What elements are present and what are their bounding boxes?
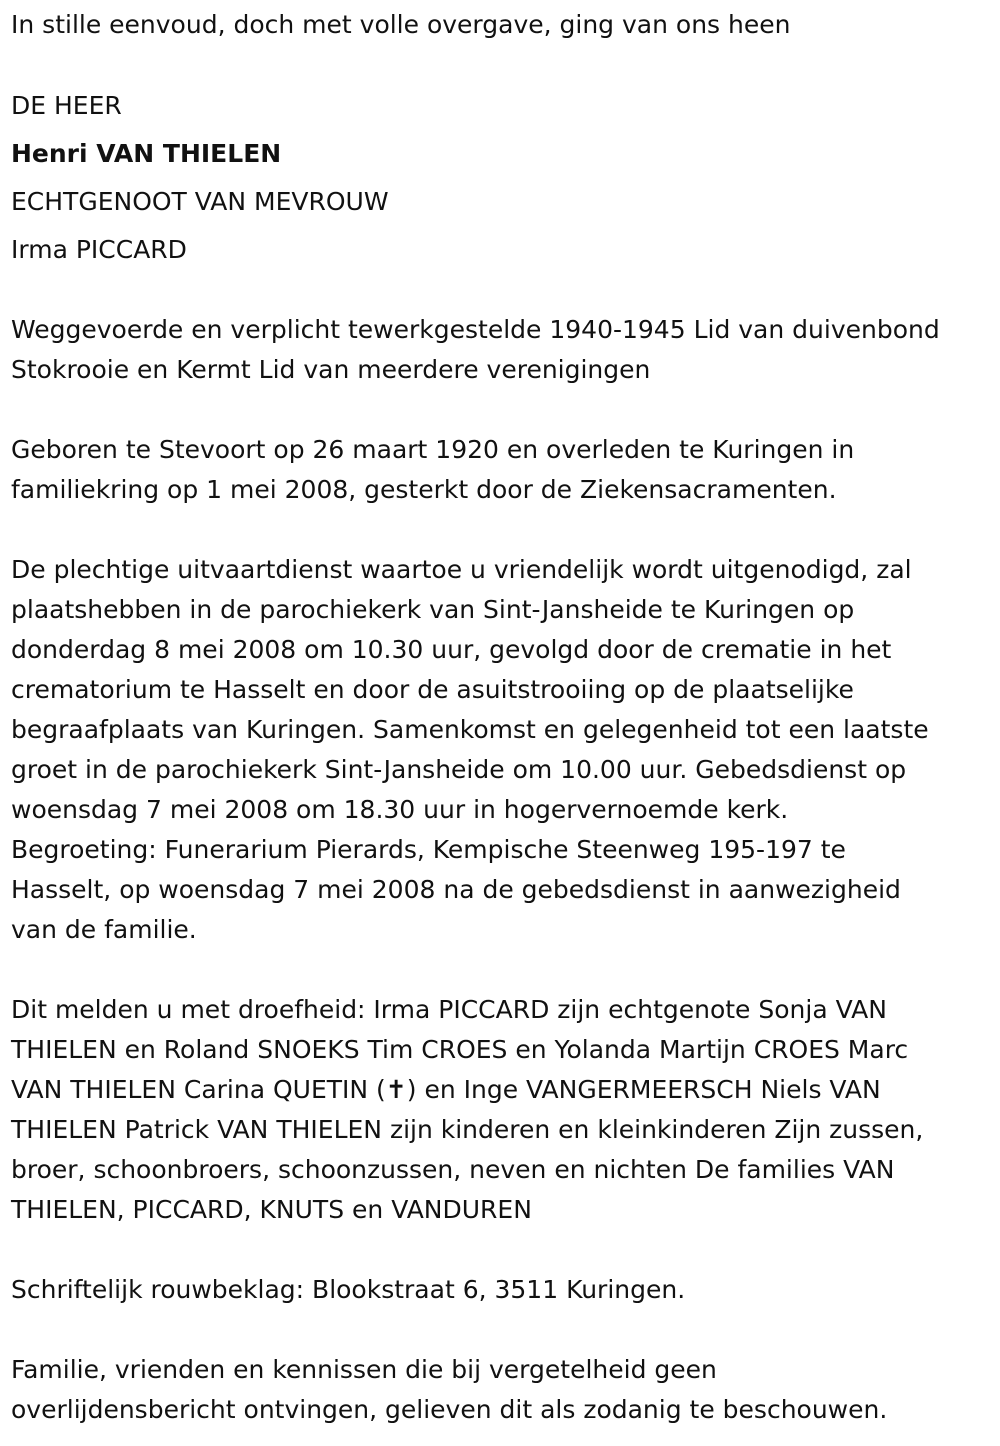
family-line: broer, schoonbroers, schoonzussen, neven en nichten De families VAN xyxy=(11,1155,895,1184)
funeral-line: plaatshebben in de parochiekerk van Sint-Jansheide te Kuringen op xyxy=(11,595,855,624)
birth-death-line: familiekring op 1 mei 2008, gesterkt door de Ziekensacramenten. xyxy=(11,475,837,504)
funeral-line: van de familie. xyxy=(11,915,197,944)
deceased-section xyxy=(11,86,993,270)
family-line: THIELEN Patrick VAN THIELEN zijn kinderen en kleinkinderen Zijn zussen, xyxy=(11,1115,924,1144)
biography-line: Stokrooie en Kermt Lid van meerdere verenigingen xyxy=(11,355,651,384)
funeral-line: Begroeting: Funerarium Pierards, Kempische Steenweg 195-197 te xyxy=(11,835,846,864)
funeral-line: begraafplaats van Kuringen. Samenkomst en gelegenheid tot een laatste xyxy=(11,715,929,744)
death-notice-document xyxy=(11,0,993,1430)
family-line: VAN THIELEN Carina QUETIN (✝) en Inge VANGERMEERSCH Niels VAN xyxy=(11,1075,881,1104)
closing-line: overlijdensbericht ontvingen, gelieven dit als zodanig te beschouwen. xyxy=(11,1395,888,1424)
family-line: THIELEN en Roland SNOEKS Tim CROES en Yolanda Martijn CROES Marc xyxy=(11,1035,909,1064)
biography-section xyxy=(11,310,993,390)
funeral-line: crematorium te Hasselt en door de asuitstrooiing op de plaatselijke xyxy=(11,675,854,704)
birth-death-section xyxy=(11,430,993,510)
honorific-title: DE HEER xyxy=(11,91,122,120)
birth-death-line: Geboren te Stevoort op 26 maart 1920 en overleden te Kuringen in xyxy=(11,435,855,464)
deceased-name: Henri VAN THIELEN xyxy=(11,139,282,168)
funeral-line: Hasselt, op woensdag 7 mei 2008 na de gebedsdienst in aanwezigheid xyxy=(11,875,901,904)
closing-line: Familie, vrienden en kennissen die bij vergetelheid geen xyxy=(11,1355,717,1384)
family-line: THIELEN, PICCARD, KNUTS en VANDUREN xyxy=(11,1195,532,1224)
funeral-line: donderdag 8 mei 2008 om 10.30 uur, gevolgd door de crematie in het xyxy=(11,635,892,664)
condolence-address: Schriftelijk rouwbeklag: Blookstraat 6, 3511 Kuringen. xyxy=(11,1275,686,1304)
biography-line: Weggevoerde en verplicht tewerkgestelde 1940-1945 Lid van duivenbond xyxy=(11,315,940,344)
funeral-line: groet in de parochiekerk Sint-Jansheide om 10.00 uur. Gebedsdienst op xyxy=(11,755,907,784)
closing-section xyxy=(11,1350,993,1430)
condolence-section xyxy=(11,1270,993,1310)
spouse-label: ECHTGENOOT VAN MEVROUW xyxy=(11,187,389,216)
family-line: Dit melden u met droefheid: Irma PICCARD zijn echtgenote Sonja VAN xyxy=(11,995,887,1024)
funeral-section xyxy=(11,550,993,950)
funeral-line: woensdag 7 mei 2008 om 18.30 uur in hogervernoemde kerk. xyxy=(11,795,789,824)
spouse-name: Irma PICCARD xyxy=(11,235,187,264)
funeral-line: De plechtige uitvaartdienst waartoe u vriendelijk wordt uitgenodigd, zal xyxy=(11,555,912,584)
intro-text: In stille eenvoud, doch met volle overgave, ging van ons heen xyxy=(11,10,791,39)
intro-section xyxy=(11,5,993,45)
family-section xyxy=(11,990,993,1230)
